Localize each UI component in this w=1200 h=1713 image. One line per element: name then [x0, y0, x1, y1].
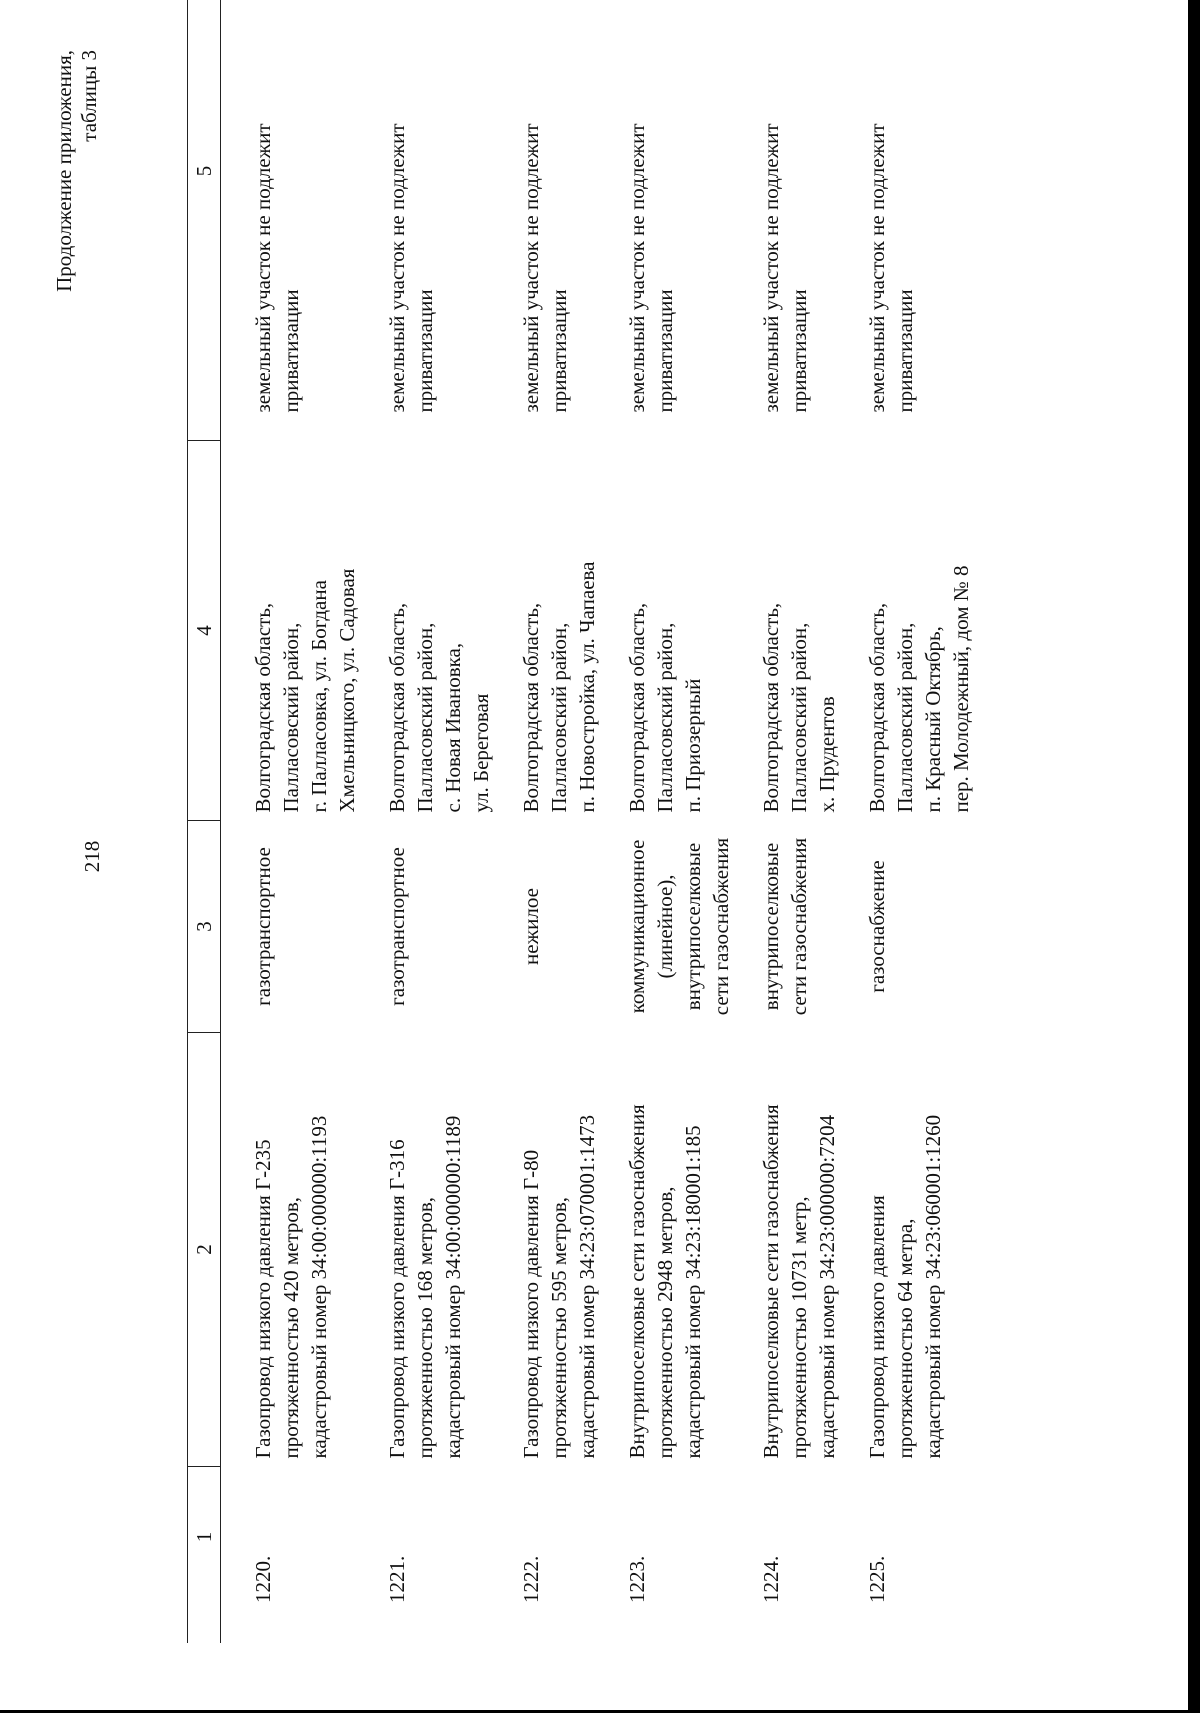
privatization-note-line: земельный участок не подлежит [625, 123, 649, 413]
object-address-line: пер. Молодежный, дом № 8 [949, 565, 973, 813]
object-name-line: протяженностью 10731 метр, [787, 1196, 811, 1459]
table-body [221, 0, 998, 1643]
row-number-cell: 1220. [251, 1555, 275, 1603]
object-name-line: Внутрипоселковые сети газоснабжения [759, 1104, 783, 1459]
row-number-cell: 1225. [865, 1555, 889, 1603]
object-address-line: Палласовский район, [653, 622, 677, 813]
object-name-line: Газопровод низкого давления Г-235 [251, 1139, 275, 1459]
row-number-cell: 1223. [625, 1555, 649, 1603]
page-number: 218 [80, 840, 104, 873]
object-purpose-line: внутрипоселковые [759, 842, 783, 1011]
object-address-line: г. Палласовка, ул. Богдана [307, 580, 331, 813]
table-row [757, 0, 863, 1643]
object-address-cell [757, 441, 863, 821]
object-name-line: кадастровый номер 34:23:000000:7204 [815, 1114, 839, 1459]
object-purpose-cell [863, 821, 997, 1033]
object-name-cell [623, 1033, 757, 1467]
object-address-line: п. Красный Октябрь, [921, 626, 945, 813]
row-number-cell: 1224. [759, 1555, 783, 1603]
object-purpose-line: коммуникационное [625, 839, 649, 1014]
privatization-note-line: приватизации [413, 289, 437, 413]
object-purpose-line: (линейное), [653, 874, 677, 979]
object-purpose-line: сети газоснабжения [787, 837, 811, 1016]
table-row [863, 0, 997, 1643]
object-name-line: Газопровод низкого давления Г-316 [385, 1139, 409, 1459]
object-name-line: кадастровый номер 34:23:180001:185 [681, 1125, 705, 1459]
privatization-note-line: приватизации [279, 289, 303, 413]
object-address-line: Палласовский район, [279, 622, 303, 813]
object-name-cell [221, 1033, 384, 1467]
privatization-note-cell [863, 0, 997, 441]
object-purpose-line: нежилое [519, 888, 543, 965]
object-address-line: Волгоградская область, [759, 602, 783, 813]
object-address-cell [517, 441, 623, 821]
object-purpose-cell [757, 821, 863, 1033]
privatization-note-cell [383, 0, 517, 441]
object-purpose-cell [517, 821, 623, 1033]
continuation-note [52, 50, 102, 292]
object-name-line: протяженностью 168 метров, [413, 1196, 437, 1459]
privatization-note-line: земельный участок не подлежит [519, 123, 543, 413]
table-row [517, 0, 623, 1643]
object-purpose-line: сети газоснабжения [709, 837, 733, 1016]
object-address-line: Волгоградская область, [385, 602, 409, 813]
object-name-line: Внутрипоселковые сети газоснабжения [625, 1104, 649, 1459]
object-purpose-line: внутрипоселковые [681, 842, 705, 1011]
column-header-4: 4 [188, 441, 221, 821]
privatization-note-line: земельный участок не подлежит [251, 123, 275, 413]
privatization-note-cell [757, 0, 863, 441]
continuation-line-1: Продолжение приложения, [52, 50, 76, 292]
object-address-line: Палласовский район, [893, 622, 917, 813]
privatization-note-cell [517, 0, 623, 441]
object-address-line: Волгоградская область, [865, 602, 889, 813]
object-name-line: кадастровый номер 34:23:060001:1260 [921, 1114, 945, 1459]
object-address-line: х. Прудентов [815, 696, 839, 813]
privatization-note-line: приватизации [547, 289, 571, 413]
privatization-note-line: земельный участок не подлежит [759, 123, 783, 413]
object-name-line: кадастровый номер 34:00:000000:1193 [307, 1115, 331, 1459]
object-address-line: п. Приозерный [681, 678, 705, 813]
row-number-cell: 1222. [519, 1555, 543, 1603]
table-row [623, 0, 757, 1643]
object-address-line: п. Новостройка, ул. Чапаева [575, 561, 599, 813]
privatization-note-line: приватизации [653, 289, 677, 413]
object-name-line: Газопровод низкого давления Г-80 [519, 1149, 543, 1459]
object-purpose-line: газоснабжение [865, 860, 889, 993]
object-purpose-cell [383, 821, 517, 1033]
object-address-line: Волгоградская область, [519, 602, 543, 813]
object-name-line: кадастровый номер 34:23:070001:1473 [575, 1114, 599, 1459]
table-header-row [188, 0, 221, 1643]
privatization-note-cell [623, 0, 757, 441]
continuation-line-2: таблицы 3 [77, 50, 101, 142]
privatization-note-line: земельный участок не подлежит [865, 123, 889, 413]
object-name-line: кадастровый номер 34:00:000000:1189 [441, 1115, 465, 1459]
object-name-line: протяженностью 420 метров, [279, 1196, 303, 1459]
object-name-cell [517, 1033, 623, 1467]
object-address-cell [623, 441, 757, 821]
object-address-line: Палласовский район, [787, 622, 811, 813]
object-purpose-line: газотранспортное [385, 847, 409, 1006]
object-name-line: протяженностью 64 метра, [893, 1218, 917, 1459]
object-address-line: Волгоградская область, [251, 602, 275, 813]
privatization-note-line: земельный участок не подлежит [385, 123, 409, 413]
privatization-note-line: приватизации [787, 289, 811, 413]
column-header-5: 5 [188, 0, 221, 441]
object-address-line: ул. Береговая [469, 693, 493, 813]
object-name-cell [383, 1033, 517, 1467]
object-address-line: Палласовский район, [413, 622, 437, 813]
privatization-note-line: приватизации [893, 289, 917, 413]
object-address-cell [863, 441, 997, 821]
object-purpose-cell [221, 821, 384, 1033]
row-number-cell: 1221. [385, 1555, 409, 1603]
column-header-1: 1 [188, 1467, 221, 1644]
property-table [187, 0, 997, 1643]
object-name-line: протяженностью 595 метров, [547, 1196, 571, 1459]
object-name-line: протяженностью 2948 метров, [653, 1186, 677, 1459]
object-address-cell [383, 441, 517, 821]
privatization-note-cell [221, 0, 384, 441]
object-address-line: Хмельницкого, ул. Садовая [335, 568, 359, 813]
column-header-3: 3 [188, 821, 221, 1033]
table-row [383, 0, 517, 1643]
object-address-cell [221, 441, 384, 821]
column-header-2: 2 [188, 1033, 221, 1467]
object-address-line: с. Новая Ивановка, [441, 642, 465, 813]
table-row [221, 0, 384, 1643]
object-purpose-line: газотранспортное [251, 847, 275, 1006]
object-address-line: Волгоградская область, [625, 602, 649, 813]
object-name-cell [757, 1033, 863, 1467]
object-address-line: Палласовский район, [547, 622, 571, 813]
object-name-line: Газопровод низкого давления [865, 1195, 889, 1459]
object-name-cell [863, 1033, 997, 1467]
object-purpose-cell [623, 821, 757, 1033]
